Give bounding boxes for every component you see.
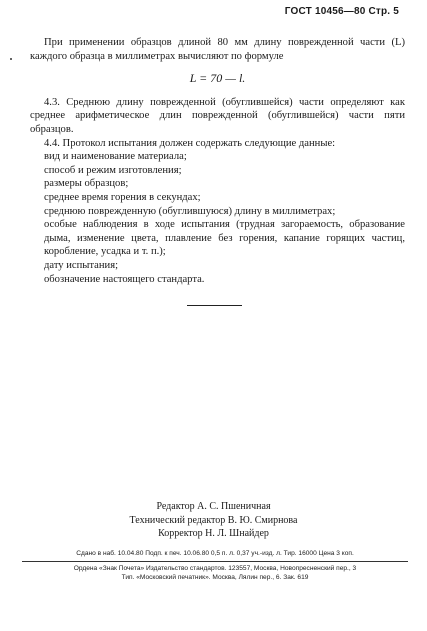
imprint: [22, 549, 408, 582]
tech-editor-line: Технический редактор В. Ю. Смирнова: [129, 514, 298, 526]
body-text: [30, 36, 405, 286]
imprint-publisher: Ордена «Знак Почета» Издательство стандартов. 123557, Москва, Новопресненский пер., 3: [73, 565, 357, 572]
corrector-line: Корректор Н. Л. Шнайдер: [158, 528, 269, 539]
section-4-3: 4.3. Среднюю длину поврежденной (обуглившейся) части определяют как среднее арифметическое длин поврежденной (обуглившейся) части пяти образцов.: [30, 96, 405, 135]
imprint-print-data: Сдано в наб. 10.04.80 Подп. к печ. 10.06.80 0,5 п. л. 0,37 уч.-изд. л. Тир. 16000 Цена 3 коп.: [76, 550, 354, 557]
list-item: особые наблюдения в ходе испытания (трудная загораемость, образование дыма, изменение цвета, плавление без горения, капание горящих частиц, коробление, усадка и т. п.);: [44, 219, 405, 258]
list-item: среднюю поврежденную (обуглившуюся) длину в миллиметрах;: [44, 205, 336, 217]
section-divider: [187, 305, 242, 306]
imprint-printer: Тип. «Московский печатник». Москва, Лялин пер., 6. Зак. 619: [121, 574, 309, 581]
list-item: способ и режим изготовления;: [44, 164, 182, 176]
list-item: дату испытания;: [44, 259, 119, 271]
imprint-divider: [22, 561, 408, 562]
formula: L = 70 — l.: [189, 71, 246, 86]
list-item: вид и наименование материала;: [44, 151, 187, 163]
editor-line: Редактор А. С. Пшеничная: [156, 501, 271, 512]
paragraph-formula-intro: При применении образцов длиной 80 мм длину поврежденной части (L) каждого образца в миллиметрах вычисляют по формуле: [30, 37, 405, 62]
page-header: ГОСТ 10456—80 Стр. 5: [284, 6, 399, 17]
protocol-items: [30, 150, 405, 286]
section-4-4: 4.4. Протокол испытания должен содержать следующие данные:: [44, 137, 336, 149]
list-item: обозначение настоящего стандарта.: [44, 273, 205, 285]
scan-speck: [10, 58, 12, 60]
list-item: среднее время горения в секундах;: [44, 191, 201, 203]
credits: [0, 500, 427, 541]
list-item: размеры образцов;: [44, 178, 129, 190]
